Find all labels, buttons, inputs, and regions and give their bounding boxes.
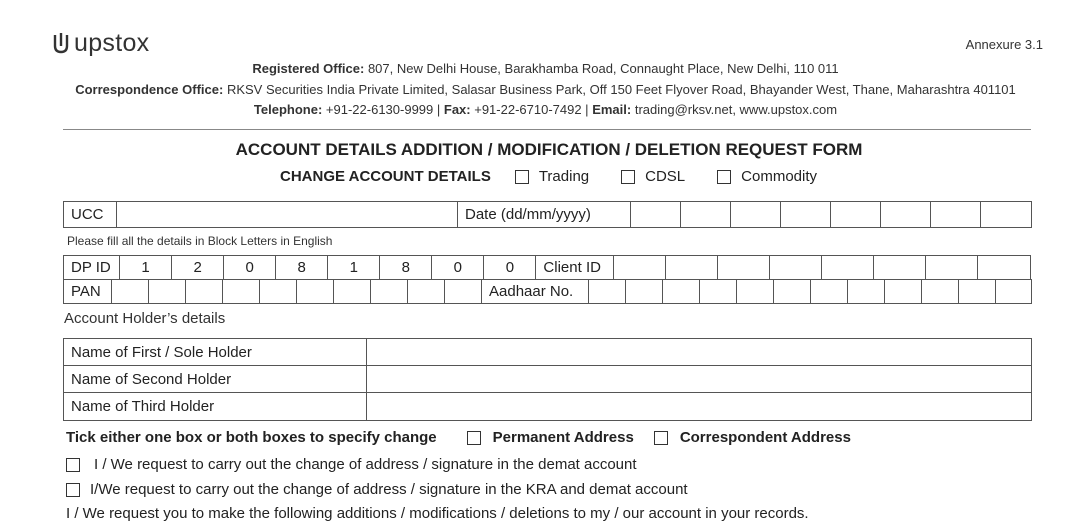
header-divider	[63, 129, 1031, 130]
commodity-checkbox[interactable]	[717, 170, 731, 184]
trading-label: Trading	[538, 168, 590, 185]
pan-box[interactable]	[149, 280, 186, 304]
pan-box[interactable]	[445, 280, 482, 304]
telephone-label: Telephone:	[253, 102, 323, 117]
client-id-label: Client ID	[536, 256, 613, 280]
pan-box[interactable]	[297, 280, 334, 304]
ucc-field[interactable]	[117, 202, 458, 228]
date-box[interactable]	[781, 202, 831, 228]
dp-client-table	[63, 255, 1031, 280]
pan-box[interactable]	[223, 280, 260, 304]
ucc-date-table	[63, 201, 1032, 228]
dp-id-digit[interactable]: 0	[432, 256, 484, 280]
third-holder-label: Name of Third Holder	[64, 393, 367, 421]
client-id-box[interactable]	[665, 256, 717, 280]
aadhaar-box[interactable]	[922, 280, 959, 304]
fax-label: Fax:	[443, 102, 471, 117]
dp-id-digit[interactable]: 0	[224, 256, 276, 280]
tick-instruction: Tick either one box or both boxes to specify change	[66, 429, 437, 446]
date-box[interactable]	[731, 202, 781, 228]
block-letters-note: Please fill all the details in Block Letters in English	[67, 234, 333, 248]
form-title: ACCOUNT DETAILS ADDITION / MODIFICATION / DELETION REQUEST FORM	[235, 140, 863, 159]
aadhaar-box[interactable]	[663, 280, 700, 304]
aadhaar-box[interactable]	[626, 280, 663, 304]
logo-text: upstox	[74, 29, 150, 57]
address-change-row	[66, 429, 871, 446]
option-cdsl	[621, 168, 685, 185]
request-demat-text: I / We request to carry out the change of address / signature in the demat account	[94, 456, 637, 473]
client-id-box[interactable]	[821, 256, 873, 280]
trading-checkbox[interactable]	[515, 170, 529, 184]
change-account-details-label: CHANGE ACCOUNT DETAILS	[280, 168, 491, 185]
request-demat-row	[66, 456, 637, 473]
dp-id-label: DP ID	[64, 256, 120, 280]
commodity-label: Commodity	[741, 168, 818, 185]
upstox-logo	[52, 29, 149, 57]
aadhaar-box[interactable]	[811, 280, 848, 304]
correspondence-office	[0, 82, 1091, 97]
date-box[interactable]	[931, 202, 981, 228]
fax-value: +91-22-6710-7492 |	[474, 102, 589, 117]
pan-box[interactable]	[260, 280, 297, 304]
dp-id-digit[interactable]: 8	[276, 256, 328, 280]
aadhaar-box[interactable]	[885, 280, 922, 304]
contact-line	[0, 102, 1091, 117]
pan-box[interactable]	[334, 280, 371, 304]
dp-id-digit[interactable]: 0	[484, 256, 536, 280]
registered-office	[0, 61, 1091, 76]
aadhaar-box[interactable]	[700, 280, 737, 304]
client-id-box[interactable]	[977, 256, 1030, 280]
pan-box[interactable]	[112, 280, 149, 304]
change-account-details-row	[280, 168, 849, 185]
registered-office-label: Registered Office:	[252, 61, 365, 76]
account-holder-heading: Account Holder’s details	[64, 310, 226, 327]
request-demat-checkbox[interactable]	[66, 458, 80, 472]
dp-id-digit[interactable]: 8	[380, 256, 432, 280]
aadhaar-box[interactable]	[737, 280, 774, 304]
date-box[interactable]	[631, 202, 681, 228]
email-label: Email:	[592, 102, 632, 117]
permanent-address-checkbox[interactable]	[467, 431, 481, 445]
date-box[interactable]	[881, 202, 931, 228]
aadhaar-label: Aadhaar No.	[482, 280, 589, 304]
date-box[interactable]	[831, 202, 881, 228]
aadhaar-box[interactable]	[589, 280, 626, 304]
date-box[interactable]	[981, 202, 1032, 228]
cdsl-checkbox[interactable]	[621, 170, 635, 184]
client-id-box[interactable]	[613, 256, 665, 280]
dp-id-digit[interactable]: 2	[172, 256, 224, 280]
option-trading	[515, 168, 589, 185]
client-id-box[interactable]	[873, 256, 925, 280]
registered-office-value: 807, New Delhi House, Barakhamba Road, Connaught Place, New Delhi, 110 011	[367, 61, 839, 76]
request-kra-row	[66, 481, 688, 498]
request-kra-text: I/We request to carry out the change of address / signature in the KRA and demat account	[90, 481, 688, 498]
request-kra-checkbox[interactable]	[66, 483, 80, 497]
option-commodity	[717, 168, 817, 185]
client-id-box[interactable]	[717, 256, 769, 280]
request-records-text: I / We request you to make the following additions / modifications / deletions to my / our account in your records.	[66, 505, 809, 522]
aadhaar-box[interactable]	[959, 280, 996, 304]
client-id-box[interactable]	[925, 256, 977, 280]
correspondent-address-label: Correspondent Address	[679, 429, 851, 446]
aadhaar-box[interactable]	[996, 280, 1032, 304]
holders-table	[63, 338, 1032, 421]
correspondence-office-label: Correspondence Office:	[75, 82, 224, 97]
pan-box[interactable]	[186, 280, 223, 304]
second-holder-field[interactable]	[367, 366, 1032, 393]
second-holder-label: Name of Second Holder	[64, 366, 367, 393]
date-box[interactable]	[681, 202, 731, 228]
pan-aadhaar-table	[63, 279, 1032, 304]
upstox-logo-icon	[52, 31, 70, 55]
aadhaar-box[interactable]	[774, 280, 811, 304]
pan-box[interactable]	[408, 280, 445, 304]
third-holder-field[interactable]	[367, 393, 1032, 421]
correspondent-address-checkbox[interactable]	[654, 431, 668, 445]
aadhaar-box[interactable]	[848, 280, 885, 304]
permanent-address-label: Permanent Address	[492, 429, 634, 446]
date-label: Date (dd/mm/yyyy)	[458, 202, 631, 228]
option-correspondent-address	[654, 429, 851, 446]
cdsl-label: CDSL	[645, 168, 686, 185]
client-id-box[interactable]	[769, 256, 821, 280]
dp-id-digit[interactable]: 1	[328, 256, 380, 280]
ucc-label: UCC	[64, 202, 117, 228]
first-holder-label: Name of First / Sole Holder	[64, 339, 367, 366]
email-value: trading@rksv.net, www.upstox.com	[634, 102, 838, 117]
pan-label: PAN	[64, 280, 112, 304]
first-holder-field[interactable]	[367, 339, 1032, 366]
annexure-label: Annexure 3.1	[965, 37, 1043, 52]
option-permanent-address	[467, 429, 634, 446]
correspondence-office-value: RKSV Securities India Private Limited, Salasar Business Park, Off 150 Feet Flyover Road, Bhayander West, Thane, Maharashtra 401101	[226, 82, 1016, 97]
telephone-value: +91-22-6130-9999 |	[325, 102, 441, 117]
dp-id-digit[interactable]: 1	[120, 256, 172, 280]
pan-box[interactable]	[371, 280, 408, 304]
